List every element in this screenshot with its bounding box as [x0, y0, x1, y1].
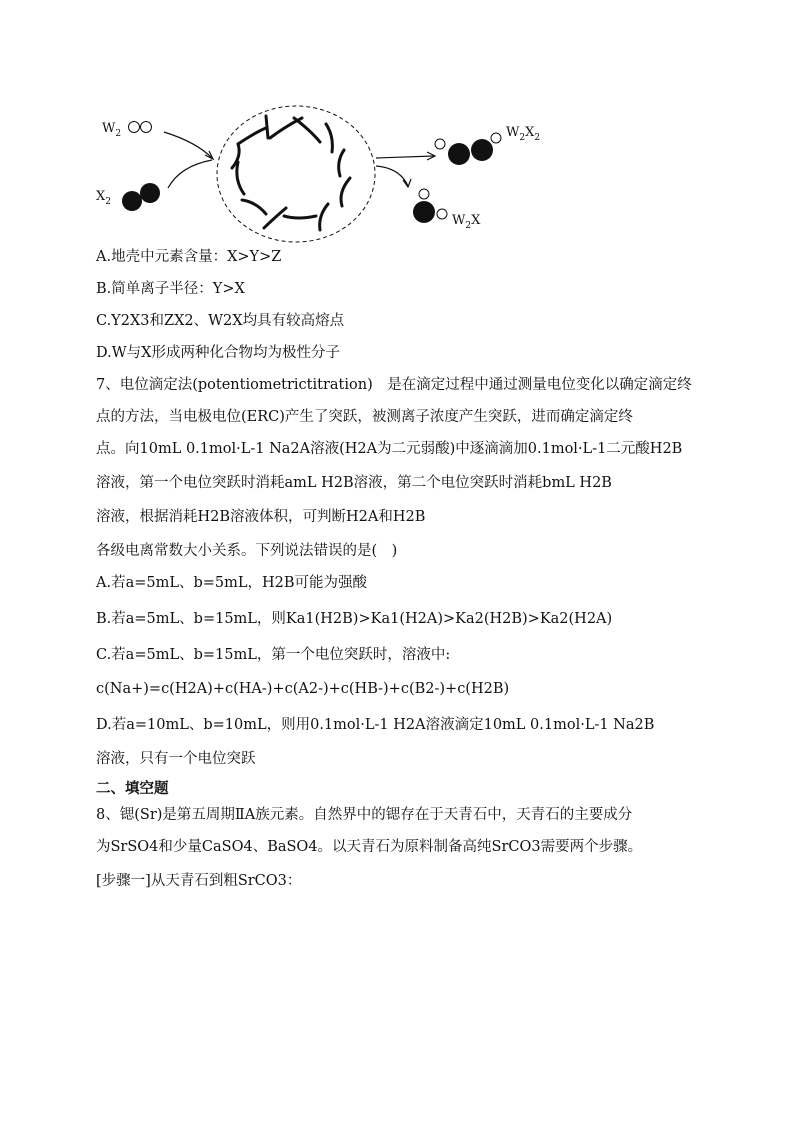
section-title: 二、填空题 — [96, 780, 169, 797]
q6-option-c: C.Y2X3和ZX2、W2X均具有较高熔点 — [96, 313, 345, 329]
q6-option-a: A.地壳中元素含量：X>Y>Z — [96, 249, 282, 265]
reaction-diagram — [88, 96, 558, 246]
w-atom — [141, 122, 152, 133]
x-atom — [471, 139, 493, 161]
w2-label: $W_2$ — [102, 121, 122, 139]
arrow-in-top — [164, 132, 212, 158]
q7-stem-line-4: 溶液，第一个电位突跃时消耗amL H2B溶液，第二个电位突跃时消耗bmL H2B — [96, 475, 612, 491]
w-atom — [437, 209, 447, 219]
w-atom — [491, 133, 501, 143]
arrow-out-bottom — [376, 166, 408, 186]
q8-step-one: [步骤一]从天青石到粗SrCO3： — [96, 873, 302, 889]
arrow-in-bottom — [168, 160, 212, 188]
q7-option-d-line-2: 溶液，只有一个电位突跃 — [96, 751, 256, 767]
q7-stem-line-5: 溶液，根据消耗H2B溶液体积，可判断H2A和H2B — [96, 509, 426, 525]
w-atom — [419, 189, 429, 199]
catalyst-ring — [232, 116, 350, 230]
x-atom — [448, 143, 470, 165]
arrow-out-top — [376, 156, 434, 158]
w2x-label: $W_2X$ — [452, 213, 481, 231]
q8-stem-line-2: 为SrSO4和少量CaSO4、BaSO4。以天青石为原料制备高纯SrCO3需要两个步骤。 — [96, 839, 643, 855]
x2-label: $X_2$ — [96, 189, 111, 207]
q6-option-b: B.简单离子半径：Y>X — [96, 281, 245, 297]
q7-option-c-line-1: C.若a=5mL、b=15mL，第一个电位突跃时，溶液中: — [96, 647, 451, 663]
x-atom — [140, 183, 160, 203]
catalyst-boundary — [217, 106, 375, 242]
w2x2-label: $W_2X_2$ — [506, 125, 541, 143]
q7-stem-line-3: 点。向10mL 0.1mol·L-1 Na2A溶液(H2A为二元弱酸)中逐滴滴加0.1mol·L-1二元酸H2B — [96, 441, 683, 457]
q7-option-a: A.若a=5mL、b=5mL，H2B可能为强酸 — [96, 575, 368, 591]
q7-stem-line-1: 7、电位滴定法(potentiometrictitration) 是在滴定过程中通过测量电位变化以确定滴定终 — [96, 377, 692, 393]
q7-option-c-line-2: c(Na+)=c(H2A)+c(HA-)+c(A2-)+c(HB-)+c(B2-)+c(H2B) — [96, 681, 510, 697]
x-atom — [122, 191, 142, 211]
x-atom — [413, 201, 435, 223]
w-atom — [435, 139, 445, 149]
q8-stem-line-1: 8、锶(Sr)是第五周期ⅡA族元素。自然界中的锶存在于天青石中，天青石的主要成分 — [96, 807, 633, 823]
q6-option-d: D.W与X形成两种化合物均为极性分子 — [96, 345, 340, 361]
q7-stem-line-2: 点的方法，当电极电位(ERC)产生了突跃，被测离子浓度产生突跃，进而确定滴定终 — [96, 409, 633, 425]
q7-option-d-line-1: D.若a=10mL、b=10mL，则用0.1mol·L-1 H2A溶液滴定10mL 0.1mol·L-1 Na2B — [96, 717, 655, 733]
q7-option-b: B.若a=5mL、b=15mL，则Ka1(H2B)>Ka1(H2A)>Ka2(H2B)>Ka2(H2A) — [96, 611, 613, 627]
w-atom — [129, 122, 140, 133]
q7-stem-line-6: 各级电离常数大小关系。下列说法错误的是( ) — [96, 543, 398, 559]
